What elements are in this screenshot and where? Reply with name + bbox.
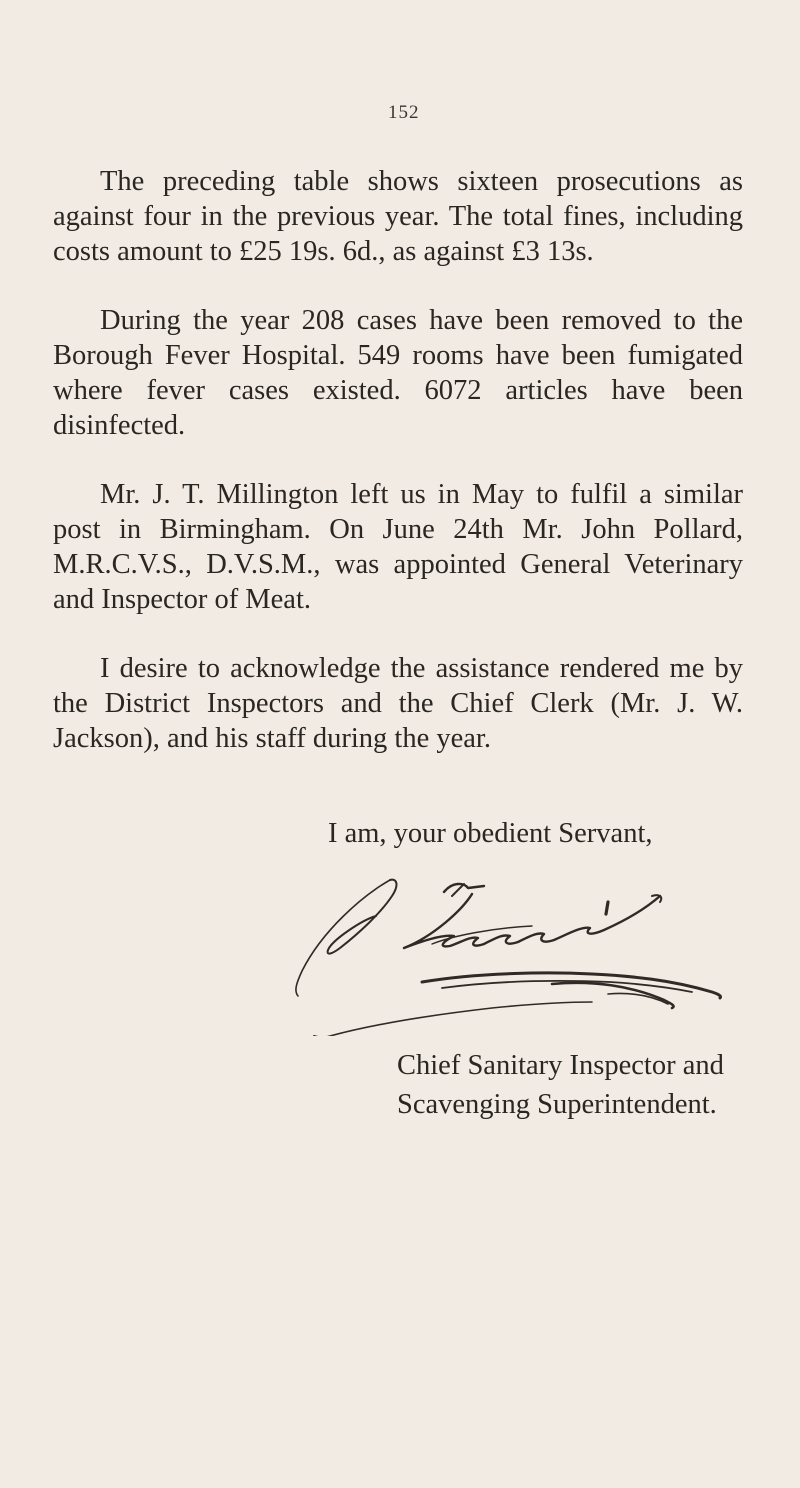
handwritten-signature-icon bbox=[292, 876, 742, 1036]
closing-salutation: I am, your obedient Servant, bbox=[328, 818, 653, 849]
letter-body bbox=[53, 164, 743, 756]
paragraph-acknowledgement: I desire to acknowledge the assistance rendered me by the District Inspectors and the Chief Clerk (Mr. J. W. Jackson), and his staff during the year. bbox=[53, 653, 743, 754]
signatory-title bbox=[397, 1046, 724, 1124]
paragraph-staff-changes: Mr. J. T. Millington left us in May to fulfil a similar post in Birmingham. On June 24th Mr. John Pollard, M.R.C.V.S., D.V.S.M., was appointed General Veterinary and Inspector of Meat. bbox=[53, 479, 743, 615]
page-number: 152 bbox=[388, 102, 420, 123]
paragraph-fever-cases: During the year 208 cases have been removed to the Borough Fever Hospital. 549 rooms have been fumigated where fever cases existed. 6072 articles have been disinfected. bbox=[53, 305, 743, 441]
signatory-title-line-2: Scavenging Superintendent. bbox=[397, 1089, 717, 1120]
signatory-title-line-1: Chief Sanitary Inspector and bbox=[397, 1050, 724, 1081]
paragraph-prosecutions: The preceding table shows sixteen prosecutions as against four in the previous year. The total fines, including costs amount to £25 19s. 6d., as against £3 13s. bbox=[53, 166, 743, 267]
